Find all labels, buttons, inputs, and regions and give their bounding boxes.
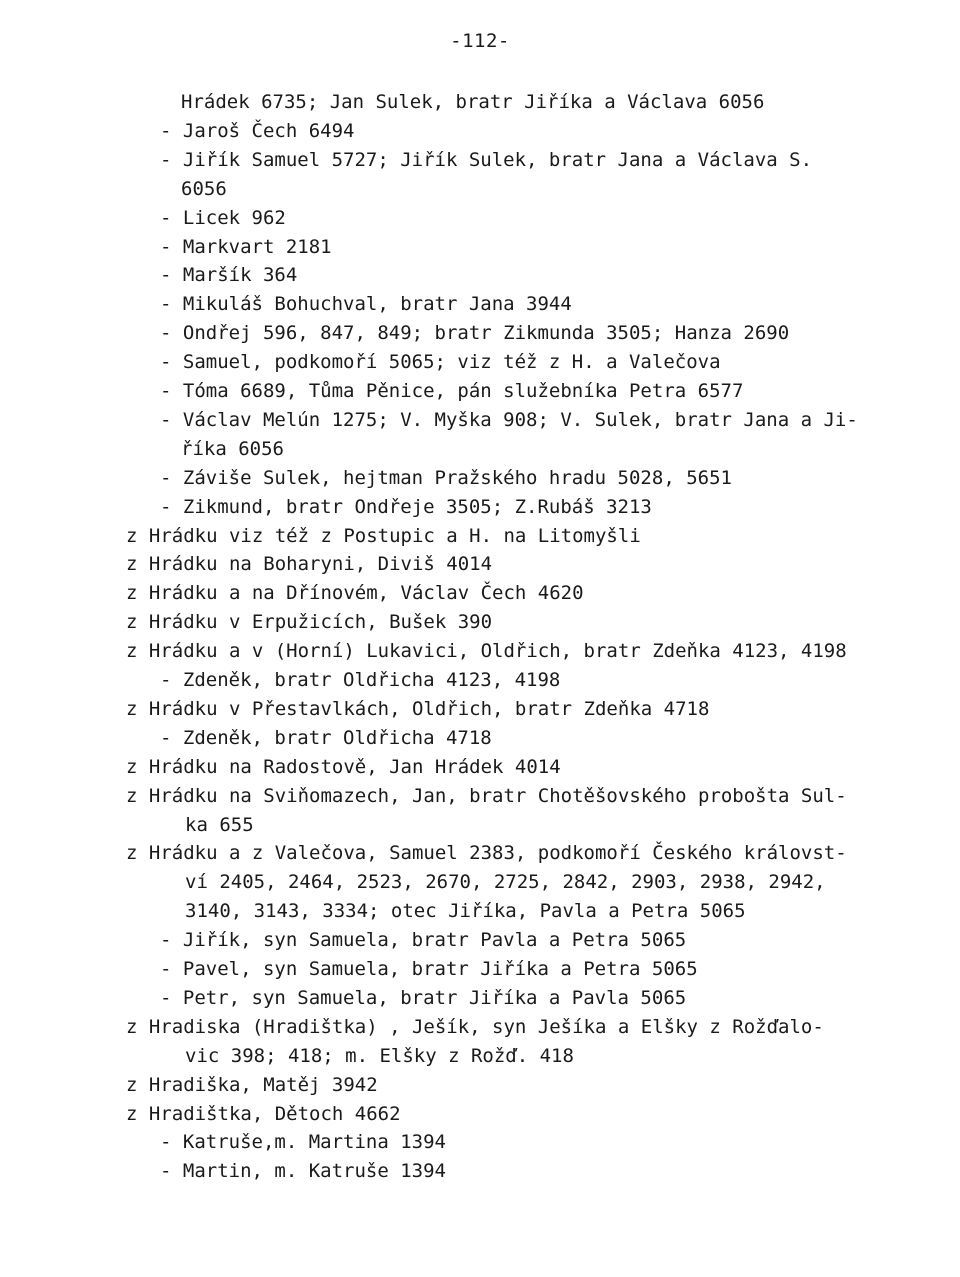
- index-continuation: říka 6056: [181, 438, 284, 460]
- index-subentry: - Pavel, syn Samuela, bratr Jiříka a Petra 5065: [160, 958, 698, 980]
- index-entry: z Hrádku v Přestavlkách, Oldřich, bratr Zdeňka 4718: [126, 698, 710, 720]
- index-subentry: - Zdeněk, bratr Oldřicha 4718: [160, 727, 492, 749]
- index-subentry: - Václav Melún 1275; V. Myška 908; V. Sulek, bratr Jana a Ji-: [160, 409, 858, 431]
- index-subentry: - Martin, m. Katruše 1394: [160, 1160, 446, 1182]
- index-continuation: vic 398; 418; m. Elšky z Rožď. 418: [185, 1045, 574, 1067]
- index-subentry: - Záviše Sulek, hejtman Pražského hradu 5028, 5651: [160, 467, 732, 489]
- index-entry: z Hrádku a v (Horní) Lukavici, Oldřich, bratr Zdeňka 4123, 4198: [126, 640, 847, 662]
- index-continuation: 6056: [181, 178, 227, 200]
- index-entry: z Hradištka, Dětoch 4662: [126, 1103, 401, 1125]
- index-continuation: Hrádek 6735; Jan Sulek, bratr Jiříka a Václava 6056: [181, 91, 765, 113]
- index-subentry: - Ondřej 596, 847, 849; bratr Zikmunda 3505; Hanza 2690: [160, 322, 790, 344]
- page-number: -112-: [450, 30, 510, 52]
- index-subentry: - Jiřík Samuel 5727; Jiřík Sulek, bratr Jana a Václava S.: [160, 149, 813, 171]
- index-subentry: - Katruše,m. Martina 1394: [160, 1131, 446, 1153]
- index-subentry: - Licek 962: [160, 207, 286, 229]
- index-subentry: - Tóma 6689, Tůma Pěnice, pán služebníka Petra 6577: [160, 380, 744, 402]
- index-subentry: - Jaroš Čech 6494: [160, 120, 355, 142]
- index-entry: z Hrádku viz též z Postupic a H. na Litomyšli: [126, 525, 641, 547]
- index-subentry: - Jiřík, syn Samuela, bratr Pavla a Petra 5065: [160, 929, 687, 951]
- index-entry: z Hrádku v Erpužicích, Bušek 390: [126, 611, 493, 633]
- index-subentry: - Samuel, podkomoří 5065; viz též z H. a Valečova: [160, 351, 721, 373]
- index-entry: z Hrádku a z Valečova, Samuel 2383, podkomoří Českého královst-: [126, 842, 847, 864]
- index-entry: z Hrádku na Radostově, Jan Hrádek 4014: [126, 756, 561, 778]
- index-subentry: - Zdeněk, bratr Oldřicha 4123, 4198: [160, 669, 561, 691]
- index-entry: z Hrádku na Sviňomazech, Jan, bratr Chotěšovského probošta Sul-: [126, 785, 847, 807]
- index-subentry: - Petr, syn Samuela, bratr Jiříka a Pavla 5065: [160, 987, 687, 1009]
- index-continuation: 3140, 3143, 3334; otec Jiříka, Pavla a Petra 5065: [185, 900, 746, 922]
- index-subentry: - Markvart 2181: [160, 236, 332, 258]
- index-subentry: - Zikmund, bratr Ondřeje 3505; Z.Rubáš 3213: [160, 496, 652, 518]
- index-subentry: - Maršík 364: [160, 264, 298, 286]
- index-subentry: - Mikuláš Bohuchval, bratr Jana 3944: [160, 293, 572, 315]
- index-entry: z Hrádku na Boharyni, Diviš 4014: [126, 553, 493, 575]
- index-continuation: ka 655: [185, 814, 254, 836]
- index-entry: z Hradiska (Hradištka) , Ješík, syn Ješíka a Elšky z Rožďalo-: [126, 1016, 824, 1038]
- index-entry: z Hrádku a na Dřínovém, Václav Čech 4620: [126, 582, 584, 604]
- index-continuation: ví 2405, 2464, 2523, 2670, 2725, 2842, 2903, 2938, 2942,: [185, 871, 826, 893]
- index-entry: z Hradiška, Matěj 3942: [126, 1074, 378, 1096]
